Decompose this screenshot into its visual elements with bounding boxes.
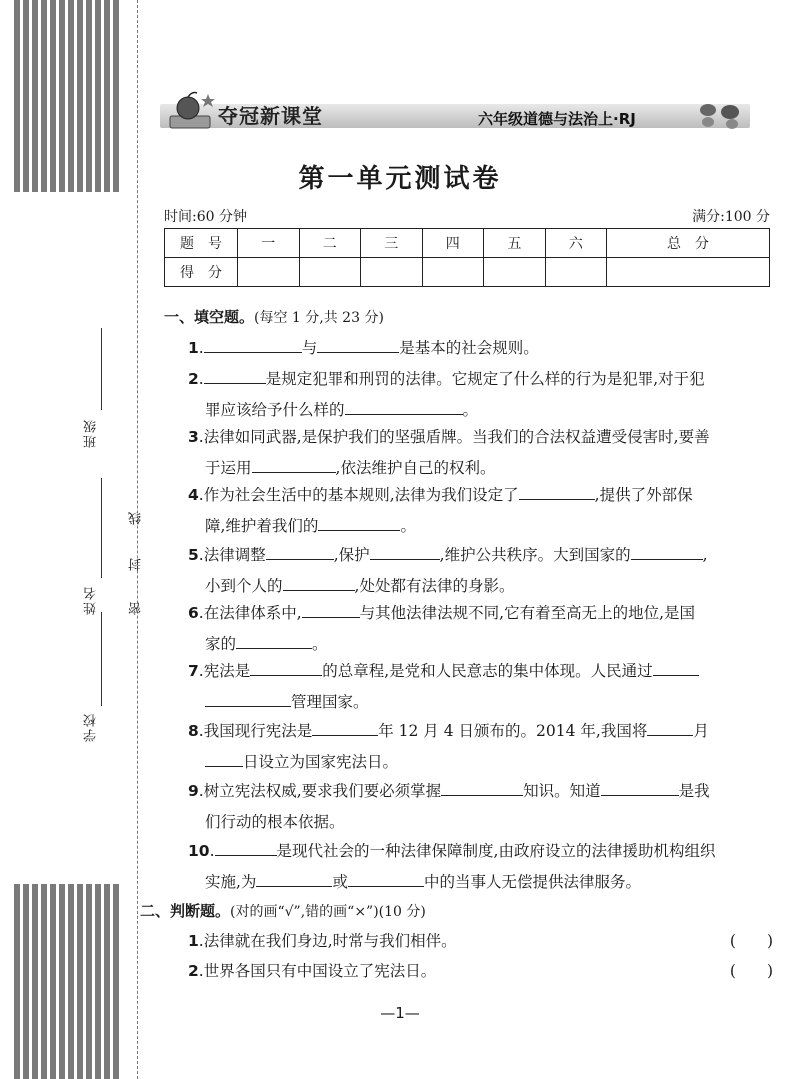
score-table-header-row bbox=[165, 229, 770, 258]
question-number: 1 bbox=[188, 339, 199, 357]
question-text: 中的当事人无偿提供法律服务。 bbox=[423, 873, 641, 891]
question-number: 2 bbox=[188, 962, 199, 980]
question-text: .树立宪法权威,要求我们要必须掌握 bbox=[198, 782, 442, 800]
table-cell: 题 号 bbox=[165, 229, 238, 258]
answer-blank[interactable] bbox=[601, 777, 679, 796]
answer-blank[interactable] bbox=[345, 396, 463, 415]
answer-blank[interactable] bbox=[653, 657, 699, 676]
grade-label: 六年级道德与法治上·RJ bbox=[478, 110, 636, 128]
question-1 bbox=[188, 333, 773, 364]
page-number: —1— bbox=[380, 1004, 420, 1022]
table-cell: 四 bbox=[422, 229, 484, 258]
seal-char-3: 密 bbox=[129, 600, 144, 615]
answer-blank[interactable] bbox=[204, 334, 302, 353]
question-number: 8 bbox=[188, 722, 199, 740]
time-limit: 时间:60 分钟 bbox=[164, 209, 247, 225]
score-cell[interactable] bbox=[299, 258, 361, 287]
question-text: 。 bbox=[312, 635, 328, 653]
answer-blank[interactable] bbox=[312, 717, 378, 736]
table-cell: 一 bbox=[238, 229, 300, 258]
table-cell: 三 bbox=[361, 229, 423, 258]
score-cell[interactable] bbox=[361, 258, 423, 287]
answer-blank[interactable] bbox=[250, 657, 322, 676]
answer-blank[interactable] bbox=[266, 541, 334, 560]
answer-blank[interactable] bbox=[441, 777, 523, 796]
question-text: 小到个人的 bbox=[205, 577, 283, 595]
class-blank bbox=[101, 328, 102, 410]
question-text: .法律就在我们身边,时常与我们相伴。 bbox=[198, 932, 457, 950]
question-text: .法律调整 bbox=[198, 546, 266, 564]
brand-name: 夺冠新课堂 bbox=[218, 104, 323, 128]
name-label: 姓名 bbox=[84, 585, 99, 615]
answer-parentheses[interactable]: ( ) bbox=[729, 932, 773, 950]
answer-blank[interactable] bbox=[204, 365, 266, 384]
score-table-score-row bbox=[165, 258, 770, 287]
question-text: 是我 bbox=[678, 782, 710, 800]
question-text: ,保护 bbox=[333, 546, 370, 564]
question-text: 是规定犯罪和刑罚的法律。它规定了什么样的行为是犯罪,对于犯 bbox=[265, 370, 705, 388]
section-2-title: 二、判断题。 bbox=[140, 902, 231, 920]
class-label: 班级 bbox=[84, 418, 99, 448]
answer-blank[interactable] bbox=[519, 481, 595, 500]
section-1-heading bbox=[164, 306, 384, 327]
decorative-stripes-bottom bbox=[14, 884, 122, 1079]
question-4 bbox=[188, 480, 773, 542]
judge-item-2 bbox=[188, 956, 773, 987]
answer-blank[interactable] bbox=[236, 630, 312, 649]
question-text: 障,维护着我们的 bbox=[205, 517, 319, 535]
score-cell[interactable] bbox=[422, 258, 484, 287]
question-text: 或 bbox=[332, 873, 348, 891]
table-cell: 五 bbox=[484, 229, 546, 258]
question-text: 的总章程,是党和人民意志的集中体现。人民通过 bbox=[322, 662, 653, 680]
school-blank bbox=[101, 612, 102, 706]
question-number: 6 bbox=[188, 604, 199, 622]
apple-book-logo-icon bbox=[164, 90, 220, 134]
section-1-note: (每空 1 分,共 23 分) bbox=[254, 310, 384, 326]
name-blank bbox=[101, 478, 102, 578]
question-number: 10 bbox=[188, 842, 210, 860]
question-text: 于运用 bbox=[205, 459, 252, 477]
answer-blank[interactable] bbox=[302, 599, 360, 618]
table-cell: 得 分 bbox=[165, 258, 238, 287]
question-number: 7 bbox=[188, 662, 199, 680]
question-text: , bbox=[702, 546, 708, 564]
section-2-heading bbox=[140, 900, 426, 921]
answer-blank[interactable] bbox=[252, 454, 336, 473]
answer-blank[interactable] bbox=[348, 868, 424, 887]
answer-blank[interactable] bbox=[370, 541, 440, 560]
question-number: 5 bbox=[188, 546, 199, 564]
question-text: 与 bbox=[301, 339, 318, 357]
question-text: .我国现行宪法是 bbox=[198, 722, 313, 740]
question-text: 家的 bbox=[205, 635, 237, 653]
question-text: ,维护公共秩序。大到国家的 bbox=[439, 546, 631, 564]
question-7 bbox=[188, 656, 773, 718]
section-1-title: 一、填空题。 bbox=[164, 308, 255, 326]
question-text: 罪应该给予什么样的 bbox=[205, 401, 345, 419]
answer-blank[interactable] bbox=[317, 334, 399, 353]
question-number: 3 bbox=[188, 428, 199, 446]
answer-blank[interactable] bbox=[283, 572, 355, 591]
question-text: 。 bbox=[462, 401, 479, 419]
question-text: 是基本的社会规则。 bbox=[399, 339, 539, 357]
table-cell: 六 bbox=[545, 229, 607, 258]
question-text: 们行动的根本依据。 bbox=[205, 813, 345, 831]
question-text: 年 12 月 4 日颁布的。2014 年,我国将 bbox=[378, 722, 648, 740]
table-cell: 总 分 bbox=[607, 229, 770, 258]
score-cell[interactable] bbox=[545, 258, 607, 287]
header-band bbox=[160, 90, 750, 136]
answer-blank[interactable] bbox=[631, 541, 703, 560]
question-number: 2 bbox=[188, 370, 199, 388]
answer-blank[interactable] bbox=[205, 748, 243, 767]
question-text: 日设立为国家宪法日。 bbox=[243, 753, 399, 771]
question-2 bbox=[188, 364, 773, 426]
score-table bbox=[164, 228, 770, 287]
question-text: 是现代社会的一种法律保障制度,由政府设立的法律援助机构组织 bbox=[276, 842, 716, 860]
seal-char-2: 封 bbox=[129, 556, 144, 571]
question-text: . bbox=[209, 842, 215, 860]
question-9 bbox=[188, 776, 773, 838]
question-text: 。 bbox=[400, 517, 416, 535]
school-label: 学校 bbox=[84, 712, 99, 742]
question-text: 知识。知道 bbox=[523, 782, 601, 800]
question-10 bbox=[188, 836, 773, 898]
score-cell[interactable] bbox=[484, 258, 546, 287]
answer-parentheses[interactable]: ( ) bbox=[729, 962, 773, 980]
question-5 bbox=[188, 540, 773, 602]
answer-blank[interactable] bbox=[256, 868, 332, 887]
question-text: .在法律体系中, bbox=[198, 604, 302, 622]
butterfly-decoration-icon bbox=[690, 98, 750, 132]
table-cell: 二 bbox=[299, 229, 361, 258]
score-cell[interactable] bbox=[607, 258, 770, 287]
question-text: .作为社会生活中的基本规则,法律为我们设定了 bbox=[198, 486, 519, 504]
score-cell[interactable] bbox=[238, 258, 300, 287]
question-text: 管理国家。 bbox=[291, 693, 369, 711]
answer-blank[interactable] bbox=[647, 717, 693, 736]
answer-blank[interactable] bbox=[205, 688, 291, 707]
question-number: 4 bbox=[188, 486, 199, 504]
question-8 bbox=[188, 716, 773, 778]
question-text: . bbox=[198, 370, 204, 388]
question-text: 实施,为 bbox=[205, 873, 257, 891]
full-score: 满分:100 分 bbox=[692, 209, 770, 225]
question-number: 1 bbox=[188, 932, 199, 950]
question-text: ,处处都有法律的身影。 bbox=[354, 577, 515, 595]
judge-item-1 bbox=[188, 926, 773, 957]
seal-char-1: 线 bbox=[129, 510, 144, 525]
question-text: ,提供了外部保 bbox=[594, 486, 693, 504]
question-text: .法律如同武器,是保护我们的坚强盾牌。当我们的合法权益遭受侵害时,要善 bbox=[198, 428, 710, 446]
question-number: 9 bbox=[188, 782, 199, 800]
question-text: . bbox=[198, 339, 204, 357]
section-2-note: (对的画“√”,错的画“×”)(10 分) bbox=[230, 904, 426, 920]
question-text: ,依法维护自己的权利。 bbox=[335, 459, 496, 477]
question-3 bbox=[188, 422, 773, 484]
answer-blank[interactable] bbox=[318, 512, 400, 531]
page-title: 第一单元测试卷 bbox=[298, 164, 502, 194]
answer-blank[interactable] bbox=[215, 837, 277, 856]
question-text: .世界各国只有中国设立了宪法日。 bbox=[198, 962, 437, 980]
question-6 bbox=[188, 598, 773, 660]
question-text: 与其他法律法规不同,它有着至高无上的地位,是国 bbox=[359, 604, 696, 622]
question-text: 月 bbox=[693, 722, 709, 740]
question-text: .宪法是 bbox=[198, 662, 251, 680]
